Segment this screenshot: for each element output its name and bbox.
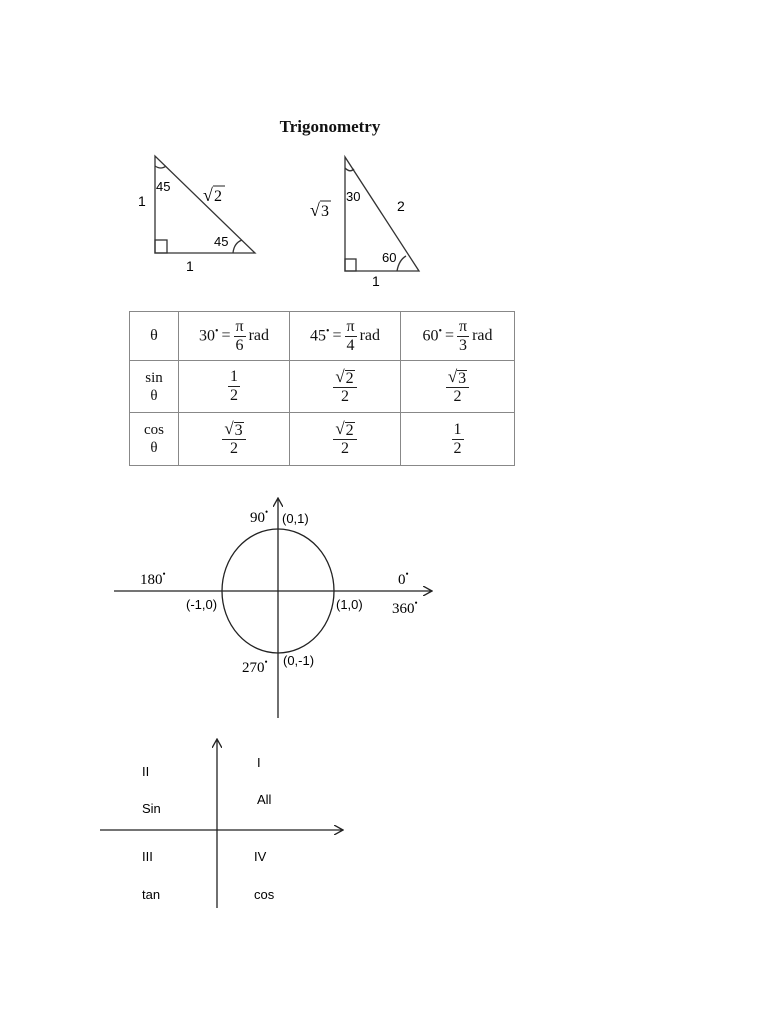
triangle-30-side-bottom: 1: [372, 273, 380, 289]
sin-label: sin θ: [130, 361, 179, 413]
triangle-45-angle-top: 45: [156, 179, 171, 194]
sqrt-sign-2: √: [310, 200, 320, 220]
theta-header: θ: [130, 312, 179, 361]
fraction-denominator: 2: [230, 440, 238, 457]
label-180-degrees: 180•: [140, 569, 166, 588]
fraction-denominator: 2: [453, 439, 462, 457]
triangle-30-angle-top: 30: [346, 189, 361, 204]
label-360-degrees: 360•: [392, 598, 418, 617]
fraction-denominator: 2: [341, 387, 349, 405]
fraction-numerator: √ 2: [333, 420, 356, 440]
triangle-45-side-bottom: 1: [186, 258, 194, 274]
label-90-degrees: 90•: [250, 507, 269, 526]
quadrant-4-numeral: IV: [254, 849, 267, 864]
fraction-numerator: 1: [230, 368, 238, 385]
triangle-45-side-left: 1: [138, 193, 146, 209]
point-bottom: (0,-1): [283, 653, 315, 668]
triangle-30-side-left-radicand: 3: [321, 203, 329, 220]
quadrant-3-numeral: III: [142, 849, 153, 864]
quadrant-4-function: cos: [254, 887, 275, 902]
quadrant-1-numeral: I: [257, 755, 261, 770]
triangle-45-angle-right: 45: [214, 234, 229, 249]
triangle-45-hyp-radicand: 2: [214, 188, 222, 205]
fraction-denominator: 2: [341, 440, 349, 457]
page-title: Trigonometry: [279, 117, 381, 136]
quadrant-3-function: tan: [142, 887, 161, 902]
cos-label: cos θ: [130, 413, 179, 466]
triangle-30-hypotenuse: 2: [397, 198, 405, 214]
triangle-30-angle-right: 60: [382, 250, 397, 265]
point-top: (0,1): [282, 511, 309, 526]
fraction-numerator: √ 2: [333, 368, 356, 388]
label-0-degrees: 0•: [398, 569, 409, 588]
sqrt-sign: √: [203, 185, 213, 205]
header-45: 45• = $\frac{\pi}{4}$ rad: [290, 312, 401, 361]
quadrant-2-numeral: II: [142, 764, 150, 779]
quadrant-2-function: Sin: [142, 801, 161, 816]
quadrant-1-function: All: [257, 792, 272, 807]
point-left: (-1,0): [186, 597, 218, 612]
header-30: 30• = $\frac{\pi}{6}$ rad: [179, 312, 290, 361]
fraction-denominator: 2: [230, 387, 238, 404]
fraction-numerator: 1: [453, 420, 462, 438]
fraction-numerator: √ 3: [222, 420, 245, 440]
fraction-numerator: √ 3: [446, 368, 469, 388]
fraction-denominator: 2: [453, 387, 462, 405]
point-right: (1,0): [336, 597, 363, 612]
header-60: 60• = $\frac{\pi}{3}$ rad: [401, 312, 515, 361]
label-270-degrees: 270•: [242, 657, 268, 676]
